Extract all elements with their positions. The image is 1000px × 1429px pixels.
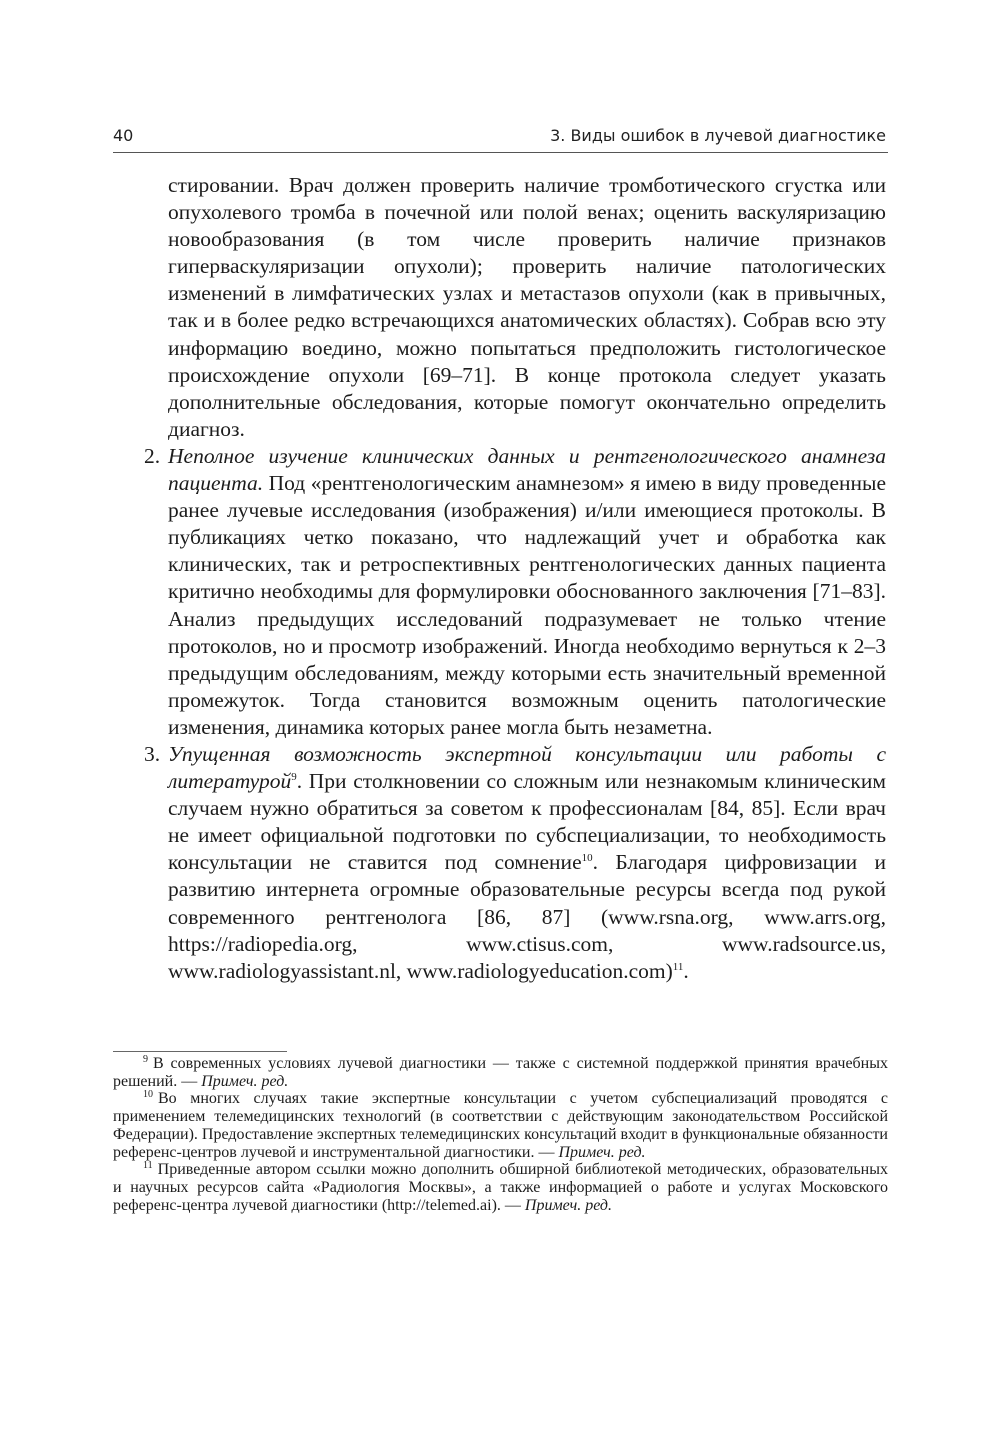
list-item-title: Упущенная возможность экспертной консультации или работы с литературой: [168, 741, 886, 794]
footnote-separator: [113, 1051, 287, 1052]
main-text: [144, 172, 886, 985]
footnote-ref-10[interactable]: 10: [581, 852, 593, 865]
footnote-text: В современных условиях лучевой диагностики — также с системной поддержкой принятия врачебных решений. —: [113, 1055, 888, 1090]
footnote-text: Во многих случаях такие экспертные консультации с учетом субспециализаций проводятся с применением телемедицинских технологий (в соответствии с действующим законодательством Российской Федерации). Предоставление экспертных телемедицинских консультаций входит в функциональные обязанности референс-центров лучевой и инструментальной диагностики. —: [113, 1090, 888, 1161]
list-number: 3.: [144, 741, 161, 766]
editor-note: Примеч. ред.: [524, 1196, 612, 1214]
running-header: [113, 124, 888, 153]
list-item-text: . При столкновении со сложным или незнакомым клиническим случаем нужно обратиться за советом к профессионалам [84, 85]. Если врач не имеет официальной подготовки по субспециализации, то необходимость консультации не ставится под сомнение: [168, 769, 886, 875]
editor-note: Примеч. ред.: [558, 1143, 646, 1161]
list-item-3: [144, 741, 886, 985]
footnotes: [113, 1055, 888, 1214]
footnote-9: [113, 1055, 888, 1090]
footnote-number: 10: [143, 1089, 153, 1101]
footnote-ref-11[interactable]: 11: [672, 960, 684, 973]
footnote-ref-9[interactable]: 9: [291, 770, 297, 783]
editor-note: Примеч. ред.: [201, 1072, 289, 1090]
page-number: 40: [113, 126, 134, 145]
footnote-number: 11: [143, 1159, 153, 1171]
list-number: 2.: [144, 443, 161, 468]
chapter-title: 3. Виды ошибок в лучевой диагностике: [550, 126, 886, 145]
list-item-text: Под «рентгенологическим анамнезом» я имею в виду проведенные ранее лучевые исследования (изображения) и/или имеющиеся протоколы. В публикациях четко показано, что надлежащий учет и обработка как клинических, так и ретроспективных рентгенологических данных пациента критично необходимы для формулировки обоснованного заключения [71–83]. Анализ предыдущих исследований подразумевает не только чтение протоколов, но и просмотр изображений. Иногда необходимо вернуться к 2–3 предыдущим обследованиям, между которыми есть значительный временной промежуток. Тогда становится возможным оценить патологические изменения, динамика которых ранее могла быть незаметна.: [168, 471, 886, 739]
continuation-paragraph: стировании. Врач должен проверить наличие тромботического сгустка или опухолевого тромба в почечной или полой венах; оценить васкуляризацию новообразования (в том числе проверить наличие признаков гиперваскуляризации опухоли); проверить наличие патологических изменений в лимфатических узлах и метастазов опухоли (как в привычных, так и в более редко встречающихся анатомических областях). Собрав всю эту информацию воедино, можно попытаться предположить гистологическое происхождение опухоли [69–71]. В конце протокола следует указать дополнительные обследования, которые помогут окончательно определить диагноз.: [168, 173, 886, 441]
list-item-2: [144, 443, 886, 741]
footnote-text: Приведенные автором ссылки можно дополнить обширной библиотекой методических, образовательных и научных ресурсов сайта «Радиология Москвы», а также информацией о работе и услугах Московского референс-центра лучевой диагностики (http://telemed.ai). —: [113, 1161, 888, 1214]
footnote-number: 9: [143, 1053, 148, 1065]
footnote-11: [113, 1161, 888, 1214]
list-item-text: . Благодаря цифровизации и развитию интернета огромные образовательные ресурсы всегда под рукой современного рентгенолога [86, 87] (www.rsna.org, www.arrs.org, https://radiopedia.org, www.ctisus.com, www.radsource.us, www.radiologyassistant.nl, www.radiologyeducation.com): [168, 850, 886, 983]
list-item-title: Неполное изучение клинических данных и рентгенологического анамнеза пациента.: [168, 443, 886, 496]
footnote-10: [113, 1090, 888, 1161]
list-item-text: .: [683, 958, 689, 983]
